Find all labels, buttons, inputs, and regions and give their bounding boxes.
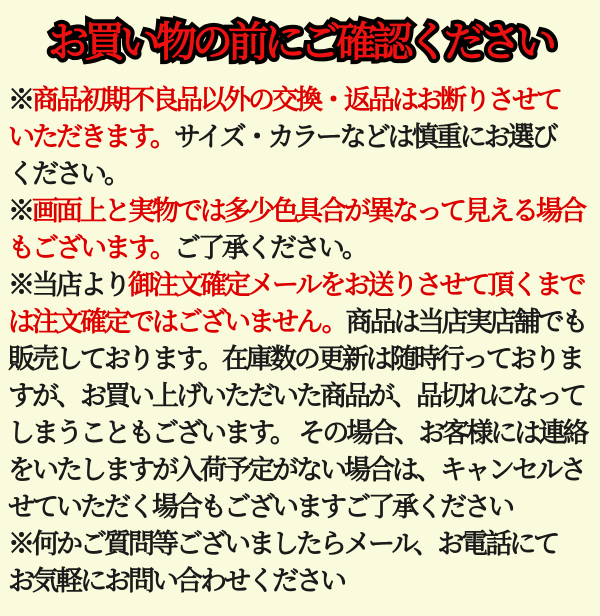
text-segment: 御注文確定メールをお送りさせて頂くまで — [128, 270, 584, 300]
notice-line — [8, 378, 592, 415]
text-segment: ※ — [8, 196, 32, 226]
notice-line — [8, 452, 592, 489]
text-segment: ※ — [8, 85, 32, 115]
notice-line — [8, 489, 592, 526]
text-segment: 販売しております。在庫数の更新は随時行っておりま — [8, 344, 582, 374]
notice-line — [8, 415, 592, 452]
text-segment: ※何かご質問等ございましたらメール、お電話にて — [8, 529, 558, 559]
text-segment: お気軽にお問い合わせください — [8, 566, 344, 596]
text-segment: ※当店より — [8, 270, 128, 300]
notice-line — [8, 193, 592, 230]
text-segment: せていただく場合もございますご了承ください — [8, 492, 512, 522]
notice-line — [8, 230, 592, 267]
notice-line — [8, 156, 592, 193]
notice-line — [8, 267, 592, 304]
text-segment: ください。 — [8, 159, 128, 189]
text-segment: 商品は当店実店舗でも — [345, 307, 586, 337]
text-segment: いただきます。 — [8, 122, 174, 152]
notice-line — [8, 341, 592, 378]
notice-line — [8, 563, 592, 600]
text-segment: は注文確定ではございません。 — [8, 307, 346, 337]
text-segment: ご了承ください。 — [173, 233, 366, 263]
text-segment: もございます。 — [8, 233, 174, 263]
text-segment: サイズ・カラーなどは慎重にお選び — [173, 122, 556, 152]
notice-page — [0, 16, 600, 616]
text-segment: しまうこともございます。 その場合、お客様には連絡 — [8, 418, 587, 448]
notice-line — [8, 526, 592, 563]
text-segment: すが、お買い上げいただいた商品が、品切れになって — [8, 381, 584, 411]
text-segment: 商品初期不良品以外の交換・返品はお断りさせて — [32, 85, 560, 115]
page-title: お買い物の前にご確認ください — [48, 19, 552, 65]
notice-body — [0, 82, 600, 600]
notice-line — [8, 119, 592, 156]
notice-line — [8, 82, 592, 119]
notice-line — [8, 304, 592, 341]
text-segment: をいたしますが入荷予定がない場合は、キャンセルさ — [8, 455, 584, 485]
text-segment: 画面上と実物では多少色具合が異なって見える場合 — [32, 196, 584, 226]
